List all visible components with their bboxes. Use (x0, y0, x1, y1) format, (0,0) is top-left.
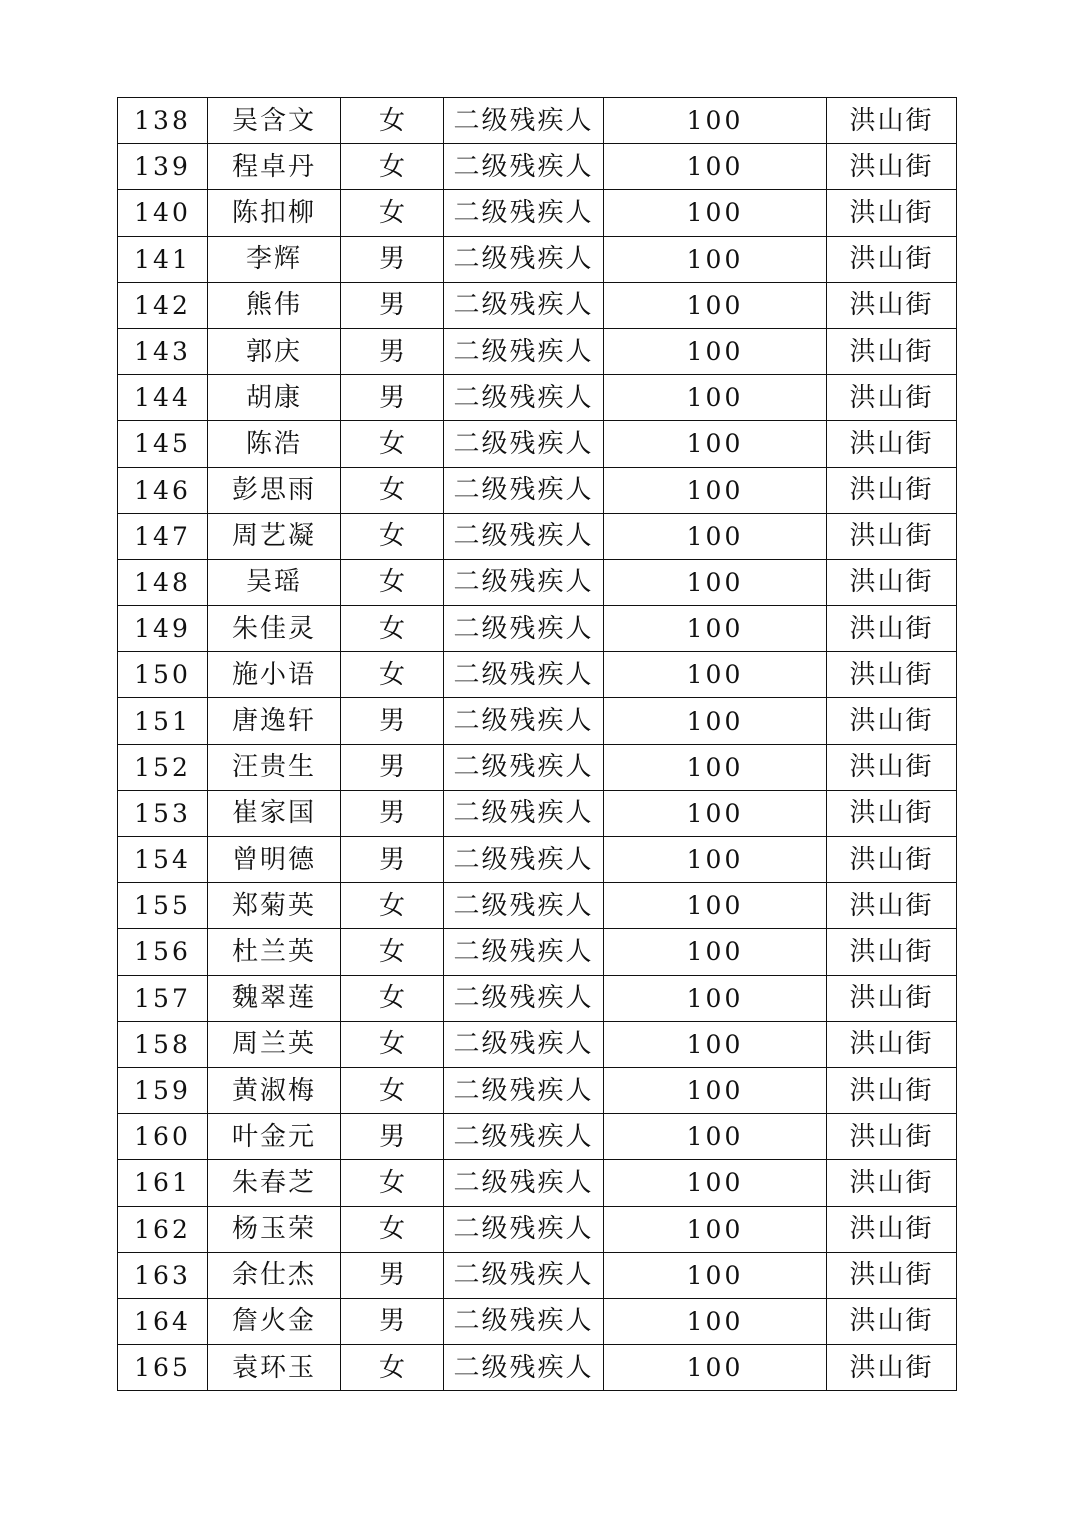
cell-area: 洪山街 (827, 929, 957, 975)
cell-gender: 女 (341, 929, 444, 975)
cell-amount: 100 (604, 1298, 827, 1344)
cell-no: 163 (118, 1252, 208, 1298)
table-row (118, 1160, 957, 1206)
cell-level: 二级残疾人 (444, 790, 604, 836)
cell-no: 139 (118, 144, 208, 190)
cell-amount: 100 (604, 1021, 827, 1067)
table-row (118, 652, 957, 698)
cell-amount: 100 (604, 1206, 827, 1252)
cell-amount: 100 (604, 467, 827, 513)
cell-gender: 女 (341, 467, 444, 513)
record-table (117, 97, 957, 1391)
cell-amount: 100 (604, 698, 827, 744)
cell-no: 152 (118, 744, 208, 790)
cell-name: 熊伟 (208, 282, 341, 328)
cell-name: 汪贵生 (208, 744, 341, 790)
cell-amount: 100 (604, 883, 827, 929)
cell-area: 洪山街 (827, 144, 957, 190)
table-row (118, 837, 957, 883)
cell-level: 二级残疾人 (444, 1067, 604, 1113)
cell-area: 洪山街 (827, 698, 957, 744)
cell-gender: 男 (341, 328, 444, 374)
table-row (118, 559, 957, 605)
cell-gender: 女 (341, 513, 444, 559)
cell-area: 洪山街 (827, 837, 957, 883)
cell-no: 144 (118, 375, 208, 421)
cell-gender: 女 (341, 1345, 444, 1391)
cell-level: 二级残疾人 (444, 513, 604, 559)
cell-name: 唐逸轩 (208, 698, 341, 744)
cell-gender: 男 (341, 1114, 444, 1160)
table-row (118, 190, 957, 236)
cell-no: 160 (118, 1114, 208, 1160)
cell-area: 洪山街 (827, 513, 957, 559)
table-row (118, 698, 957, 744)
cell-area: 洪山街 (827, 790, 957, 836)
cell-no: 165 (118, 1345, 208, 1391)
cell-gender: 女 (341, 98, 444, 144)
cell-amount: 100 (604, 1114, 827, 1160)
cell-name: 李辉 (208, 236, 341, 282)
cell-name: 施小语 (208, 652, 341, 698)
cell-area: 洪山街 (827, 883, 957, 929)
cell-gender: 女 (341, 1206, 444, 1252)
cell-name: 周兰英 (208, 1021, 341, 1067)
table-row (118, 1298, 957, 1344)
cell-area: 洪山街 (827, 421, 957, 467)
cell-level: 二级残疾人 (444, 744, 604, 790)
cell-gender: 女 (341, 421, 444, 467)
cell-amount: 100 (604, 975, 827, 1021)
cell-level: 二级残疾人 (444, 883, 604, 929)
cell-no: 149 (118, 606, 208, 652)
cell-no: 153 (118, 790, 208, 836)
cell-no: 147 (118, 513, 208, 559)
cell-level: 二级残疾人 (444, 144, 604, 190)
cell-no: 146 (118, 467, 208, 513)
cell-amount: 100 (604, 790, 827, 836)
table-row (118, 1252, 957, 1298)
table-row (118, 606, 957, 652)
cell-gender: 男 (341, 790, 444, 836)
cell-name: 吴瑶 (208, 559, 341, 605)
cell-level: 二级残疾人 (444, 236, 604, 282)
cell-area: 洪山街 (827, 328, 957, 374)
cell-no: 143 (118, 328, 208, 374)
cell-gender: 女 (341, 144, 444, 190)
cell-level: 二级残疾人 (444, 975, 604, 1021)
table-row (118, 883, 957, 929)
cell-name: 彭思雨 (208, 467, 341, 513)
cell-area: 洪山街 (827, 1160, 957, 1206)
cell-area: 洪山街 (827, 467, 957, 513)
cell-level: 二级残疾人 (444, 421, 604, 467)
cell-no: 148 (118, 559, 208, 605)
cell-name: 余仕杰 (208, 1252, 341, 1298)
cell-no: 142 (118, 282, 208, 328)
record-table-body (118, 98, 957, 1391)
cell-gender: 男 (341, 236, 444, 282)
cell-name: 朱佳灵 (208, 606, 341, 652)
cell-level: 二级残疾人 (444, 1252, 604, 1298)
cell-name: 袁环玉 (208, 1345, 341, 1391)
cell-amount: 100 (604, 1252, 827, 1298)
table-row (118, 1021, 957, 1067)
table-row (118, 98, 957, 144)
cell-no: 159 (118, 1067, 208, 1113)
cell-name: 魏翠莲 (208, 975, 341, 1021)
cell-amount: 100 (604, 606, 827, 652)
cell-name: 詹火金 (208, 1298, 341, 1344)
cell-area: 洪山街 (827, 975, 957, 1021)
cell-level: 二级残疾人 (444, 467, 604, 513)
cell-amount: 100 (604, 744, 827, 790)
table-row (118, 513, 957, 559)
cell-amount: 100 (604, 1345, 827, 1391)
cell-name: 叶金元 (208, 1114, 341, 1160)
cell-amount: 100 (604, 328, 827, 374)
cell-level: 二级残疾人 (444, 98, 604, 144)
cell-amount: 100 (604, 559, 827, 605)
cell-area: 洪山街 (827, 744, 957, 790)
cell-gender: 女 (341, 1160, 444, 1206)
cell-area: 洪山街 (827, 190, 957, 236)
cell-no: 138 (118, 98, 208, 144)
cell-amount: 100 (604, 144, 827, 190)
cell-gender: 男 (341, 375, 444, 421)
table-row (118, 929, 957, 975)
cell-level: 二级残疾人 (444, 282, 604, 328)
cell-no: 162 (118, 1206, 208, 1252)
table-row (118, 1067, 957, 1113)
cell-area: 洪山街 (827, 559, 957, 605)
cell-no: 145 (118, 421, 208, 467)
cell-name: 程卓丹 (208, 144, 341, 190)
cell-name: 郑菊英 (208, 883, 341, 929)
table-row (118, 1345, 957, 1391)
cell-area: 洪山街 (827, 282, 957, 328)
cell-level: 二级残疾人 (444, 328, 604, 374)
cell-level: 二级残疾人 (444, 606, 604, 652)
cell-gender: 女 (341, 190, 444, 236)
cell-no: 161 (118, 1160, 208, 1206)
table-row (118, 975, 957, 1021)
cell-level: 二级残疾人 (444, 1160, 604, 1206)
table-row (118, 790, 957, 836)
cell-gender: 女 (341, 559, 444, 605)
cell-level: 二级残疾人 (444, 1021, 604, 1067)
table-row (118, 421, 957, 467)
cell-gender: 女 (341, 606, 444, 652)
cell-gender: 男 (341, 698, 444, 744)
cell-level: 二级残疾人 (444, 190, 604, 236)
cell-area: 洪山街 (827, 1345, 957, 1391)
cell-amount: 100 (604, 513, 827, 559)
cell-amount: 100 (604, 421, 827, 467)
cell-amount: 100 (604, 375, 827, 421)
cell-no: 157 (118, 975, 208, 1021)
cell-gender: 女 (341, 883, 444, 929)
cell-amount: 100 (604, 929, 827, 975)
cell-gender: 女 (341, 975, 444, 1021)
cell-level: 二级残疾人 (444, 929, 604, 975)
cell-gender: 男 (341, 744, 444, 790)
cell-gender: 男 (341, 1252, 444, 1298)
cell-no: 164 (118, 1298, 208, 1344)
cell-amount: 100 (604, 98, 827, 144)
cell-amount: 100 (604, 190, 827, 236)
cell-level: 二级残疾人 (444, 559, 604, 605)
cell-amount: 100 (604, 652, 827, 698)
cell-gender: 女 (341, 652, 444, 698)
cell-gender: 女 (341, 1021, 444, 1067)
cell-area: 洪山街 (827, 606, 957, 652)
table-row (118, 467, 957, 513)
cell-no: 155 (118, 883, 208, 929)
cell-name: 杜兰英 (208, 929, 341, 975)
cell-name: 曾明德 (208, 837, 341, 883)
cell-level: 二级残疾人 (444, 1298, 604, 1344)
cell-area: 洪山街 (827, 1114, 957, 1160)
table-row (118, 144, 957, 190)
cell-amount: 100 (604, 1067, 827, 1113)
cell-amount: 100 (604, 837, 827, 883)
cell-area: 洪山街 (827, 1206, 957, 1252)
cell-amount: 100 (604, 282, 827, 328)
cell-gender: 男 (341, 1298, 444, 1344)
cell-area: 洪山街 (827, 1021, 957, 1067)
cell-name: 崔家国 (208, 790, 341, 836)
table-row (118, 236, 957, 282)
cell-gender: 女 (341, 1067, 444, 1113)
table-row (118, 375, 957, 421)
cell-level: 二级残疾人 (444, 698, 604, 744)
table-row (118, 282, 957, 328)
table-row (118, 744, 957, 790)
cell-no: 156 (118, 929, 208, 975)
cell-area: 洪山街 (827, 652, 957, 698)
cell-name: 陈浩 (208, 421, 341, 467)
cell-area: 洪山街 (827, 1252, 957, 1298)
cell-name: 陈扣柳 (208, 190, 341, 236)
cell-level: 二级残疾人 (444, 1345, 604, 1391)
table-row (118, 1114, 957, 1160)
cell-area: 洪山街 (827, 1067, 957, 1113)
cell-amount: 100 (604, 1160, 827, 1206)
table-row (118, 328, 957, 374)
cell-gender: 男 (341, 282, 444, 328)
cell-name: 杨玉荣 (208, 1206, 341, 1252)
cell-area: 洪山街 (827, 375, 957, 421)
cell-area: 洪山街 (827, 236, 957, 282)
cell-level: 二级残疾人 (444, 1206, 604, 1252)
cell-level: 二级残疾人 (444, 375, 604, 421)
cell-name: 周艺凝 (208, 513, 341, 559)
cell-no: 154 (118, 837, 208, 883)
cell-gender: 男 (341, 837, 444, 883)
cell-name: 吴含文 (208, 98, 341, 144)
cell-name: 黄淑梅 (208, 1067, 341, 1113)
cell-level: 二级残疾人 (444, 652, 604, 698)
cell-name: 胡康 (208, 375, 341, 421)
cell-name: 郭庆 (208, 328, 341, 374)
cell-level: 二级残疾人 (444, 837, 604, 883)
cell-area: 洪山街 (827, 1298, 957, 1344)
cell-amount: 100 (604, 236, 827, 282)
cell-no: 151 (118, 698, 208, 744)
cell-no: 158 (118, 1021, 208, 1067)
table-row (118, 1206, 957, 1252)
cell-name: 朱春芝 (208, 1160, 341, 1206)
cell-no: 140 (118, 190, 208, 236)
cell-no: 150 (118, 652, 208, 698)
cell-area: 洪山街 (827, 98, 957, 144)
cell-no: 141 (118, 236, 208, 282)
cell-level: 二级残疾人 (444, 1114, 604, 1160)
